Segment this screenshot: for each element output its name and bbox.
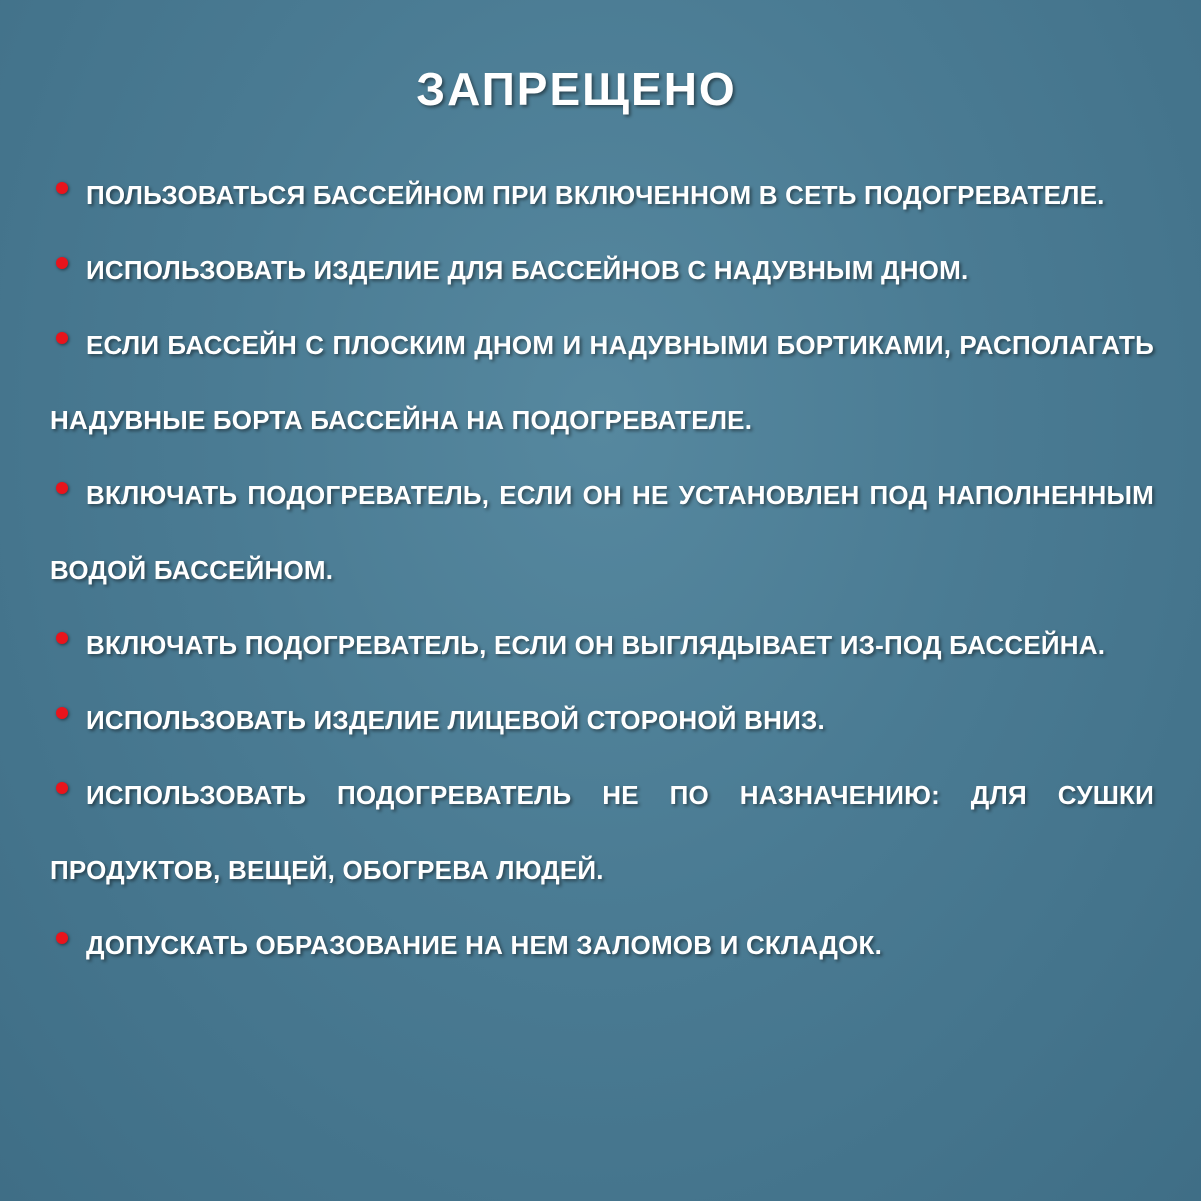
bullet-icon bbox=[56, 482, 68, 494]
list-item bbox=[50, 458, 1154, 608]
list-item-text: ДОПУСКАТЬ ОБРАЗОВАНИЕ НА НЕМ ЗАЛОМОВ И СКЛАДОК. bbox=[86, 930, 883, 960]
list-item bbox=[50, 308, 1154, 458]
bullet-icon bbox=[56, 782, 68, 794]
bullet-icon bbox=[56, 257, 68, 269]
list-item bbox=[50, 758, 1154, 908]
list-item-text: ВКЛЮЧАТЬ ПОДОГРЕВАТЕЛЬ, ЕСЛИ ОН НЕ УСТАНОВЛЕН ПОД НАПОЛНЕННЫМ ВОДОЙ БАССЕЙНОМ. bbox=[50, 480, 1154, 585]
list-item bbox=[50, 908, 1154, 983]
bullet-icon bbox=[56, 632, 68, 644]
list-item-text: ИСПОЛЬЗОВАТЬ ИЗДЕЛИЕ ДЛЯ БАССЕЙНОВ С НАДУВНЫМ ДНОМ. bbox=[86, 255, 969, 285]
prohibition-list bbox=[50, 158, 1154, 983]
list-item-text: ЕСЛИ БАССЕЙН С ПЛОСКИМ ДНОМ И НАДУВНЫМИ БОРТИКАМИ, РАСПОЛАГАТЬ НАДУВНЫЕ БОРТА БАССЕЙНА НА ПОДОГРЕВАТЕЛЕ. bbox=[50, 330, 1154, 435]
list-item bbox=[50, 158, 1154, 233]
list-item bbox=[50, 683, 1154, 758]
bullet-icon bbox=[56, 707, 68, 719]
list-item-text: ПОЛЬЗОВАТЬСЯ БАССЕЙНОМ ПРИ ВКЛЮЧЕННОМ В СЕТЬ ПОДОГРЕВАТЕЛЕ. bbox=[86, 180, 1105, 210]
list-item-text: ВКЛЮЧАТЬ ПОДОГРЕВАТЕЛЬ, ЕСЛИ ОН ВЫГЛЯДЫВАЕТ ИЗ-ПОД БАССЕЙНА. bbox=[86, 630, 1106, 660]
bullet-icon bbox=[56, 932, 68, 944]
list-item bbox=[50, 233, 1154, 308]
list-item-text: ИСПОЛЬЗОВАТЬ ПОДОГРЕВАТЕЛЬ НЕ ПО НАЗНАЧЕНИЮ: ДЛЯ СУШКИ ПРОДУКТОВ, ВЕЩЕЙ, ОБОГРЕВА ЛЮДЕЙ. bbox=[50, 780, 1154, 885]
bullet-icon bbox=[56, 182, 68, 194]
list-item-text: ИСПОЛЬЗОВАТЬ ИЗДЕЛИЕ ЛИЦЕВОЙ СТОРОНОЙ ВНИЗ. bbox=[86, 705, 825, 735]
list-item bbox=[50, 608, 1154, 683]
bullet-icon bbox=[56, 332, 68, 344]
page-title: ЗАПРЕЩЕНО bbox=[416, 63, 737, 115]
